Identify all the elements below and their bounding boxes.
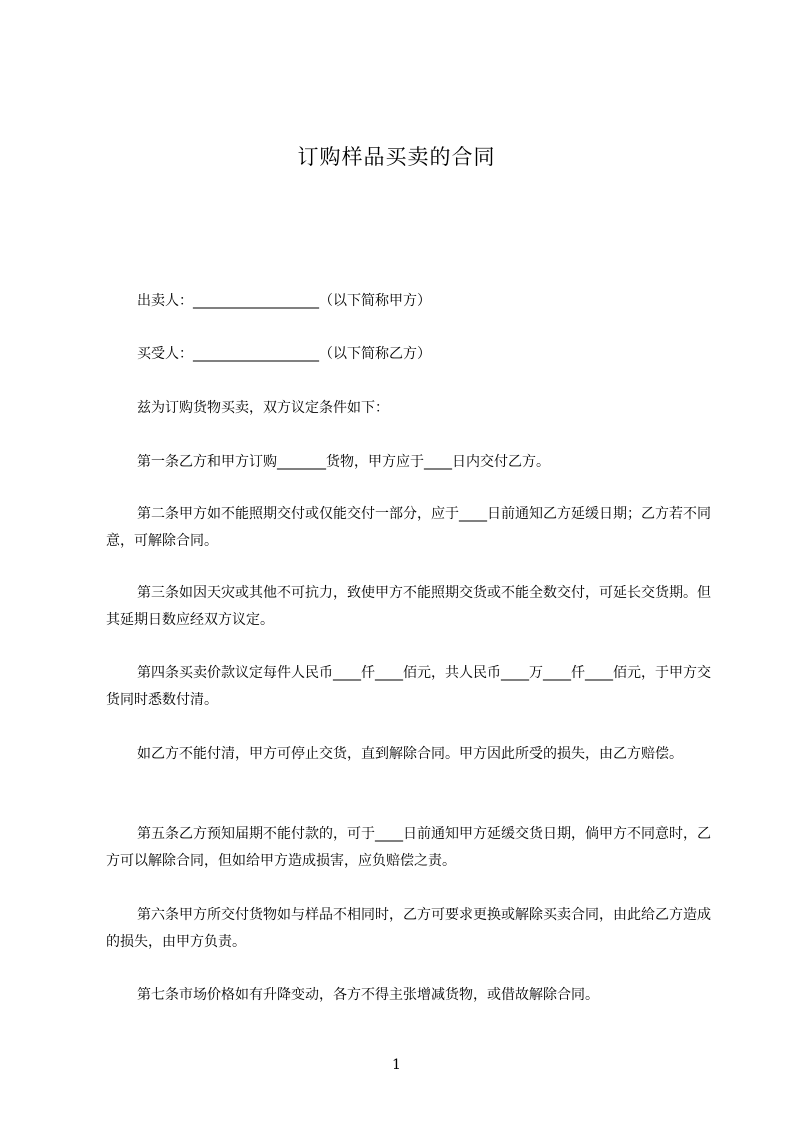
article-1-paragraph: 第一条乙方和甲方订购_______货物，甲方应于____日内交付乙方。 <box>137 454 550 470</box>
page-number: 1 <box>392 1057 401 1073</box>
article-6-paragraph: 第六条甲方所交付货物如与样品不相同时，乙方可要求更换或解除买卖合同，由此给乙方造成的损失，由甲方负责。 <box>106 907 711 950</box>
seller-line: 出卖人：__________________（以下简称甲方） <box>137 293 431 309</box>
buyer-line: 买受人：__________________（以下简称乙方） <box>137 346 431 362</box>
article-4-paragraph: 第四条买卖价款议定每件人民币____仟____佰元，共人民币____万____仟____佰元，于甲方交货同时悉数付清。 <box>106 665 711 708</box>
payment-default-paragraph: 如乙方不能付清，甲方可停止交货，直到解除合同。甲方因此所受的损失，由乙方赔偿。 <box>137 746 683 762</box>
document-title: 订购样品买卖的合同 <box>297 145 496 169</box>
article-2-paragraph: 第二条甲方如不能照期交付或仅能交付一部分，应于____日前通知乙方延缓日期；乙方若不同意，可解除合同。 <box>106 506 711 549</box>
preamble-paragraph: 兹为订购货物买卖，双方议定条件如下： <box>137 400 389 416</box>
article-5-paragraph: 第五条乙方预知届期不能付款的，可于____日前通知甲方延缓交货日期，倘甲方不同意时，乙方可以解除合同，但如给甲方造成损害，应负赔偿之责。 <box>106 826 711 869</box>
article-3-paragraph: 第三条如因天灾或其他不可抗力，致使甲方不能照期交货或不能全数交付，可延长交货期。但其延期日数应经双方议定。 <box>106 585 711 628</box>
article-7-paragraph: 第七条市场价格如有升降变动，各方不得主张增减货物，或借故解除合同。 <box>137 987 599 1003</box>
